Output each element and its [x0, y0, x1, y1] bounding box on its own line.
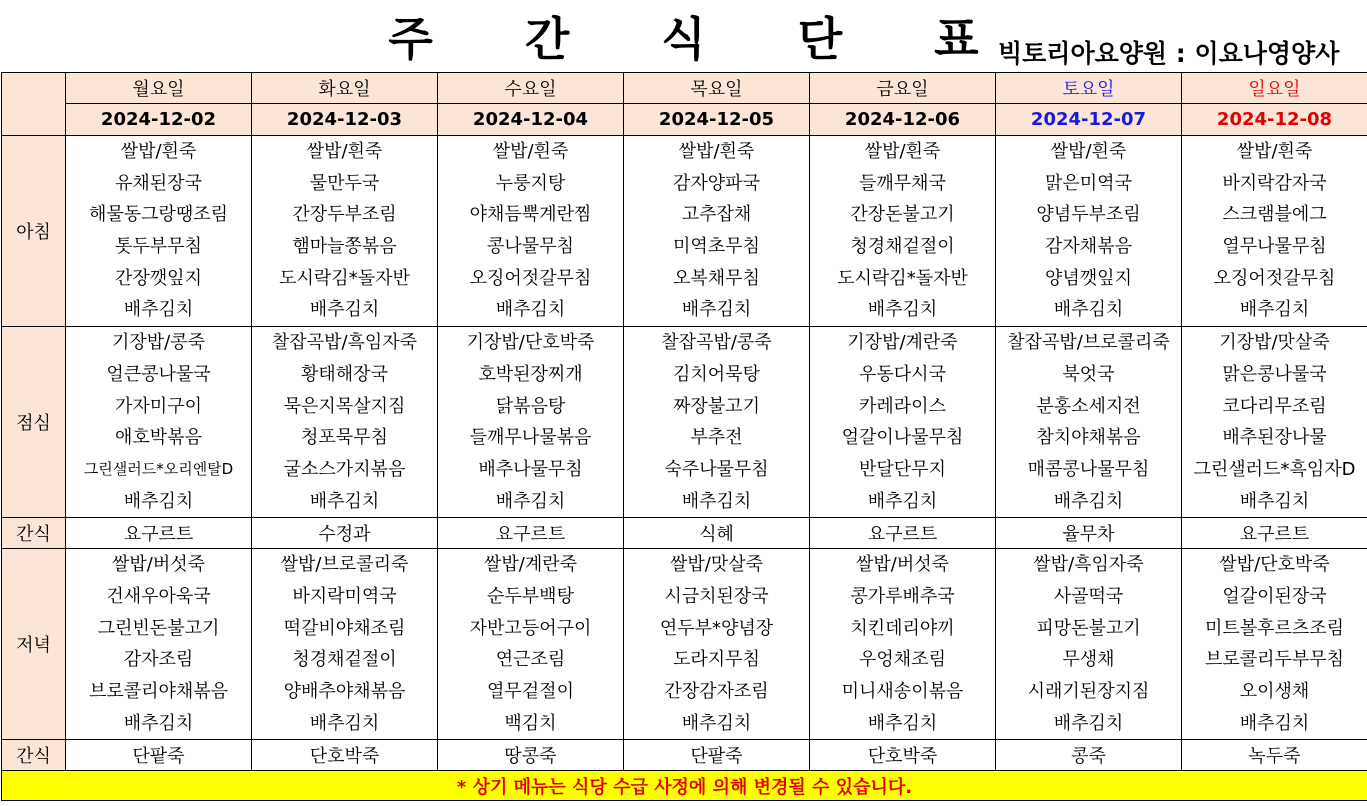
menu-item: 배추김치 — [681, 712, 752, 734]
menu-item: 애호박볶음 — [115, 427, 202, 449]
menu-item: 찰잡곡밥/콩죽 — [661, 332, 772, 354]
menu-item: 쌀밥/흰죽 — [1050, 141, 1127, 162]
menu-item: 열무겉절이 — [487, 681, 574, 702]
menu-item: 고추잡채 — [681, 204, 752, 226]
evening-snack-cell: 단호박죽 — [810, 740, 996, 771]
menu-item: 감자채볶음 — [1045, 236, 1132, 258]
menu-item: 물만두국 — [309, 172, 380, 194]
menu-item: 매콤콩나물무침 — [1027, 458, 1150, 480]
day-name-cell: 금요일 — [810, 73, 996, 104]
menu-item: 오징어젓갈무침 — [1213, 267, 1336, 289]
menu-item: 굴소스가지볶음 — [283, 458, 406, 480]
menu-item: 톳두부무침 — [115, 236, 202, 258]
dinner-row — [2, 549, 1367, 740]
dinner-cell — [1182, 549, 1367, 740]
menu-item: 감자양파국 — [673, 172, 760, 194]
menu-item: 가자미구이 — [115, 395, 202, 417]
menu-item: 배추김치 — [681, 299, 752, 321]
menu-item: 그린샐러드*오리엔탈D — [83, 459, 234, 478]
evening-snack-cell: 콩죽 — [996, 740, 1182, 771]
menu-item: 들깨무나물볶음 — [469, 427, 592, 449]
menu-item: 기장밥/콩죽 — [111, 332, 205, 354]
lunch-cell — [252, 327, 438, 518]
menu-item: 북엇국 — [1062, 363, 1115, 385]
menu-item: 도시락김*돌자반 — [837, 267, 968, 289]
menu-item: 햄마늘쫑볶음 — [292, 236, 397, 258]
menu-item: 쌀밥/브로콜리죽 — [280, 554, 409, 576]
afternoon-snack-row — [2, 518, 1367, 549]
lunch-cell — [810, 327, 996, 518]
menu-item: 닭볶음탕 — [495, 395, 566, 417]
menu-item: 배추김치 — [309, 490, 380, 512]
menu-item: 순두부백탕 — [487, 585, 574, 607]
day-name-cell: 토요일 — [996, 73, 1182, 104]
lunch-cell — [438, 327, 624, 518]
menu-item: 반달단무지 — [859, 458, 946, 480]
menu-item: 감자조림 — [123, 649, 194, 671]
menu-item: 배추김치 — [1053, 490, 1124, 512]
menu-item: 배추김치 — [867, 490, 938, 512]
menu-item: 도라지무침 — [673, 649, 760, 671]
menu-item: 배추김치 — [867, 712, 938, 734]
date-cell: 2024-12-06 — [810, 104, 996, 136]
afternoon-snack-cell: 요구르트 — [1182, 518, 1367, 549]
menu-item: 배추김치 — [1239, 490, 1310, 512]
evening-snack-row — [2, 740, 1367, 771]
date-header-row — [2, 104, 1367, 136]
afternoon-snack-cell: 식혜 — [624, 518, 810, 549]
menu-item: 연두부*양념장 — [659, 617, 774, 639]
corner-cell — [2, 73, 66, 136]
breakfast-label: 아침 — [2, 136, 66, 327]
menu-item: 건새우아욱국 — [106, 585, 211, 607]
menu-item: 연근조림 — [495, 649, 566, 671]
menu-item: 쌀밥/버섯죽 — [855, 554, 949, 576]
menu-item: 배추김치 — [1053, 299, 1124, 321]
menu-item: 얼큰콩나물국 — [106, 363, 211, 385]
day-name-cell: 화요일 — [252, 73, 438, 104]
menu-item: 미역초무침 — [673, 236, 760, 258]
menu-item: 그린빈돈불고기 — [97, 617, 220, 639]
menu-item: 오복채무침 — [673, 267, 760, 289]
menu-item: 쌀밥/단호박죽 — [1219, 554, 1330, 576]
menu-item: 콩나물무침 — [487, 236, 574, 258]
afternoon-snack-cell: 율무차 — [996, 518, 1182, 549]
menu-item: 떡갈비야채조림 — [283, 617, 406, 639]
dinner-label: 저녁 — [2, 549, 66, 740]
menu-item: 배추김치 — [495, 299, 566, 321]
menu-item: 쌀밥/흰죽 — [678, 141, 755, 162]
menu-item: 브로콜리두부무침 — [1204, 649, 1345, 671]
menu-item: 배추김치 — [309, 299, 380, 321]
menu-item: 호박된장찌개 — [478, 363, 583, 385]
date-cell: 2024-12-02 — [66, 104, 252, 136]
menu-item: 맑은미역국 — [1045, 172, 1132, 194]
evening-snack-cell: 단팥죽 — [66, 740, 252, 771]
menu-item: 기장밥/계란죽 — [847, 332, 958, 354]
day-name-cell: 월요일 — [66, 73, 252, 104]
menu-item: 청경채겉절이 — [292, 649, 397, 671]
menu-item: 자반고등어구이 — [469, 617, 592, 639]
lunch-cell — [1182, 327, 1367, 518]
menu-item: 배추나물무침 — [478, 458, 583, 480]
lunch-cell — [624, 327, 810, 518]
menu-item: 쌀밥/버섯죽 — [111, 554, 205, 576]
dinner-cell — [438, 549, 624, 740]
menu-item: 미트볼후르츠조림 — [1204, 617, 1345, 639]
menu-item: 숙주나물무침 — [664, 458, 769, 480]
menu-item: 미니새송이볶음 — [841, 681, 964, 702]
notice-text: * 상기 메뉴는 식당 수급 사정에 의해 변경될 수 있습니다. — [2, 771, 1367, 801]
menu-item: 간장두부조림 — [292, 204, 397, 226]
menu-item: 맑은콩나물국 — [1222, 363, 1327, 385]
menu-item: 해물동그랑땡조림 — [88, 204, 229, 226]
menu-item: 배추김치 — [123, 299, 194, 321]
dinner-cell — [252, 549, 438, 740]
menu-item: 쌀밥/맛살죽 — [669, 554, 763, 576]
menu-item: 묵은지목살지짐 — [283, 395, 406, 417]
afternoon-snack-cell: 요구르트 — [438, 518, 624, 549]
menu-item: 치킨데리야끼 — [850, 617, 955, 639]
menu-item: 찰잡곡밥/흑임자죽 — [271, 332, 418, 354]
dinner-cell — [66, 549, 252, 740]
menu-item: 시금치된장국 — [664, 585, 769, 607]
organization-label: 빅토리아요양원 : 이요나영양사 — [998, 39, 1340, 68]
menu-item: 간장깻잎지 — [115, 267, 202, 289]
menu-item: 쌀밥/흰죽 — [120, 141, 197, 162]
menu-item: 쌀밥/흑임자죽 — [1033, 554, 1144, 576]
menu-item: 기장밥/단호박죽 — [466, 332, 595, 354]
lunch-label: 점심 — [2, 327, 66, 518]
menu-item: 사골떡국 — [1053, 585, 1124, 607]
menu-item: 찰잡곡밥/브로콜리죽 — [1007, 332, 1170, 354]
breakfast-cell — [252, 136, 438, 327]
page-title: 주 간 식 단 표 — [388, 12, 1017, 66]
evening-snack-cell: 단호박죽 — [252, 740, 438, 771]
afternoon-snack-label: 간식 — [2, 518, 66, 549]
breakfast-cell — [624, 136, 810, 327]
menu-item: 코다리무조림 — [1222, 395, 1327, 417]
menu-item: 쌀밥/흰죽 — [492, 141, 569, 162]
evening-snack-cell: 단팥죽 — [624, 740, 810, 771]
menu-item: 우동다시국 — [859, 363, 946, 385]
menu-item: 배추김치 — [495, 490, 566, 512]
dinner-cell — [996, 549, 1182, 740]
menu-item: 배추김치 — [1053, 712, 1124, 734]
menu-item: 그린샐러드*흑임자D — [1193, 458, 1356, 480]
weekly-menu-table — [1, 72, 1367, 801]
menu-item: 우엉채조림 — [859, 649, 946, 671]
date-cell: 2024-12-03 — [252, 104, 438, 136]
breakfast-row — [2, 136, 1367, 327]
menu-item: 간장감자조림 — [664, 681, 769, 702]
menu-item: 양배추야채볶음 — [283, 681, 406, 702]
lunch-cell — [996, 327, 1182, 518]
dinner-cell — [624, 549, 810, 740]
menu-item: 열무나물무침 — [1222, 236, 1327, 258]
evening-snack-cell: 땅콩죽 — [438, 740, 624, 771]
day-header-row — [2, 73, 1367, 104]
date-cell: 2024-12-07 — [996, 104, 1182, 136]
afternoon-snack-cell: 수정과 — [252, 518, 438, 549]
menu-item: 청경채겉절이 — [850, 236, 955, 258]
menu-item: 황태해장국 — [301, 363, 388, 385]
menu-item: 무생채 — [1062, 649, 1115, 671]
lunch-cell — [66, 327, 252, 518]
menu-item: 청포묵무침 — [301, 427, 388, 449]
date-cell: 2024-12-04 — [438, 104, 624, 136]
menu-item: 스크램블에그 — [1222, 204, 1327, 226]
menu-item: 도시락김*돌자반 — [279, 267, 410, 289]
menu-item: 짜장불고기 — [673, 395, 760, 417]
breakfast-cell — [438, 136, 624, 327]
date-cell: 2024-12-08 — [1182, 104, 1367, 136]
menu-item: 부추전 — [690, 427, 743, 449]
menu-item: 오징어젓갈무침 — [469, 267, 592, 289]
menu-item: 유채된장국 — [115, 172, 202, 194]
menu-item: 참치야채볶음 — [1036, 427, 1141, 449]
menu-item: 브로콜리야채볶음 — [88, 681, 229, 702]
menu-item: 피망돈불고기 — [1036, 617, 1141, 639]
menu-item: 배추김치 — [123, 490, 194, 512]
menu-item: 바지락미역국 — [292, 585, 397, 607]
menu-item: 배추김치 — [681, 490, 752, 512]
menu-item: 배추김치 — [867, 299, 938, 321]
evening-snack-label: 간식 — [2, 740, 66, 771]
menu-item: 카레라이스 — [859, 395, 946, 417]
menu-item: 배추김치 — [309, 712, 380, 734]
menu-item: 쌀밥/흰죽 — [306, 141, 383, 162]
breakfast-cell — [1182, 136, 1367, 327]
day-name-cell: 일요일 — [1182, 73, 1367, 104]
menu-item: 양념두부조림 — [1036, 204, 1141, 226]
menu-item: 배추된장나물 — [1222, 427, 1327, 449]
breakfast-cell — [810, 136, 996, 327]
menu-item: 배추김치 — [1239, 712, 1310, 734]
dinner-cell — [810, 549, 996, 740]
notice-row — [2, 771, 1367, 801]
breakfast-cell — [66, 136, 252, 327]
afternoon-snack-cell: 요구르트 — [66, 518, 252, 549]
lunch-row — [2, 327, 1367, 518]
menu-item: 바지락감자국 — [1222, 172, 1327, 194]
menu-item: 쌀밥/계란죽 — [483, 554, 577, 576]
breakfast-cell — [996, 136, 1182, 327]
evening-snack-cell: 녹두죽 — [1182, 740, 1367, 771]
menu-item: 야채듬뿍계란찜 — [469, 204, 592, 226]
menu-item: 백김치 — [504, 712, 557, 734]
menu-item: 얼갈이나물무침 — [841, 427, 964, 449]
menu-item: 얼갈이된장국 — [1222, 585, 1327, 607]
day-name-cell: 수요일 — [438, 73, 624, 104]
date-cell: 2024-12-05 — [624, 104, 810, 136]
menu-item: 양념깻잎지 — [1045, 267, 1132, 289]
day-name-cell: 목요일 — [624, 73, 810, 104]
menu-item: 간장돈불고기 — [850, 204, 955, 226]
menu-item: 콩가루배추국 — [850, 585, 955, 607]
menu-item: 쌀밥/흰죽 — [864, 141, 941, 162]
menu-item: 누룽지탕 — [495, 172, 566, 194]
menu-item: 시래기된장지짐 — [1027, 681, 1150, 702]
menu-item: 배추김치 — [123, 712, 194, 734]
menu-item: 기장밥/맛살죽 — [1219, 332, 1330, 354]
menu-item: 쌀밥/흰죽 — [1236, 141, 1313, 162]
afternoon-snack-cell: 요구르트 — [810, 518, 996, 549]
menu-item: 분홍소세지전 — [1036, 395, 1141, 417]
menu-item: 김치어묵탕 — [673, 363, 760, 385]
menu-item: 오이생채 — [1239, 681, 1310, 702]
menu-item: 배추김치 — [1239, 299, 1310, 321]
menu-item: 들깨무채국 — [859, 172, 946, 194]
